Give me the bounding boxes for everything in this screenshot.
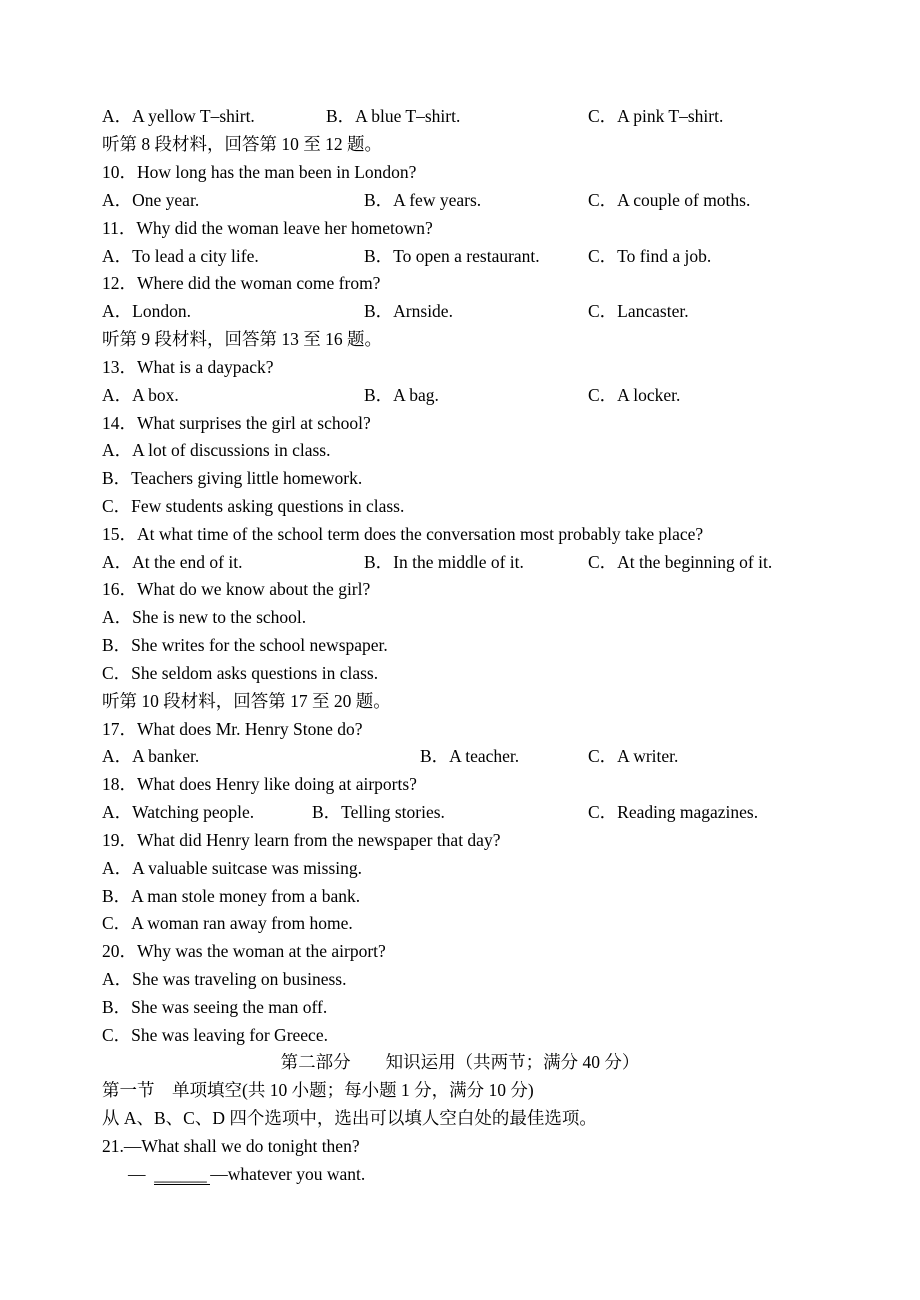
q9-option-b: B．A blue T–shirt. bbox=[326, 106, 461, 126]
part-2-title: 第二部分 知识运用（共两节；满分 40 分） bbox=[280, 1052, 640, 1072]
q21-reply-text: —whatever you want. bbox=[210, 1164, 366, 1184]
q11-stem: 11．Why did the woman leave her hometown? bbox=[102, 218, 433, 238]
q12-stem: 12．Where did the woman come from? bbox=[102, 273, 381, 293]
section-10-header: 听第 10 段材料，回答第 17 至 20 题。 bbox=[102, 691, 391, 711]
q17-stem: 17．What does Mr. Henry Stone do? bbox=[102, 719, 363, 739]
q13-stem: 13．What is a daypack? bbox=[102, 357, 274, 377]
part-2-section-1-heading: 第一节 单项填空(共 10 小题；每小题 1 分，满分 10 分) bbox=[102, 1080, 534, 1100]
q13-option-c: C．A locker. bbox=[588, 385, 681, 405]
q16-option-c: C．She seldom asks questions in class. bbox=[102, 663, 379, 683]
q15-options bbox=[102, 548, 822, 576]
q20-stem: 20．Why was the woman at the airport? bbox=[102, 941, 386, 961]
q17-options bbox=[102, 742, 822, 770]
q13-option-b: B．A bag. bbox=[364, 385, 439, 405]
q15-option-c: C．At the beginning of it. bbox=[588, 552, 773, 572]
q9-option-a: A．A yellow T–shirt. bbox=[102, 106, 255, 126]
q12-options bbox=[102, 297, 822, 325]
q11-option-a: A．To lead a city life. bbox=[102, 246, 259, 266]
q10-option-c: C．A couple of moths. bbox=[588, 190, 751, 210]
q14-stem: 14．What surprises the girl at school? bbox=[102, 413, 371, 433]
q9-options bbox=[102, 102, 822, 130]
q18-option-c: C．Reading magazines. bbox=[588, 802, 759, 822]
q16-option-b: B．She writes for the school newspaper. bbox=[102, 635, 388, 655]
q18-options bbox=[102, 798, 822, 826]
q12-option-b: B．Arnside. bbox=[364, 301, 453, 321]
q21-reply-dash: — bbox=[128, 1164, 146, 1184]
q12-option-a: A．London. bbox=[102, 301, 191, 321]
q14-option-a: A．A lot of discussions in class. bbox=[102, 440, 331, 460]
q16-option-a: A．She is new to the school. bbox=[102, 607, 307, 627]
q19-stem: 19．What did Henry learn from the newspaper that day? bbox=[102, 830, 501, 850]
q10-option-b: B．A few years. bbox=[364, 190, 482, 210]
q9-option-c: C．A pink T–shirt. bbox=[588, 106, 724, 126]
q11-options bbox=[102, 242, 822, 270]
q20-option-b: B．She was seeing the man off. bbox=[102, 997, 328, 1017]
q14-option-b: B．Teachers giving little homework. bbox=[102, 468, 363, 488]
q13-options bbox=[102, 381, 822, 409]
q17-option-a: A．A banker. bbox=[102, 746, 200, 766]
q17-option-c: C．A writer. bbox=[588, 746, 679, 766]
q11-option-c: C．To find a job. bbox=[588, 246, 712, 266]
section-8-header: 听第 8 段材料，回答第 10 至 12 题。 bbox=[102, 134, 382, 154]
q20-option-c: C．She was leaving for Greece. bbox=[102, 1025, 328, 1045]
q15-option-a: A．At the end of it. bbox=[102, 552, 243, 572]
q16-stem: 16．What do we know about the girl? bbox=[102, 579, 371, 599]
q13-option-a: A．A box. bbox=[102, 385, 179, 405]
q15-option-b: B．In the middle of it. bbox=[364, 552, 524, 572]
q19-option-a: A．A valuable suitcase was missing. bbox=[102, 858, 363, 878]
section-9-header: 听第 9 段材料，回答第 13 至 16 题。 bbox=[102, 329, 382, 349]
part-2-instruction: 从 A、B、C、D 四个选项中，选出可以填人空白处的最佳选项。 bbox=[102, 1108, 597, 1128]
q10-options bbox=[102, 186, 822, 214]
q19-option-b: B．A man stole money from a bank. bbox=[102, 886, 361, 906]
q19-option-c: C．A woman ran away from home. bbox=[102, 913, 353, 933]
q15-stem: 15．At what time of the school term does the conversation most probably take place? bbox=[102, 524, 704, 544]
q17-option-b: B．A teacher. bbox=[420, 746, 520, 766]
q18-stem: 18．What does Henry like doing at airports? bbox=[102, 774, 417, 794]
q11-option-b: B．To open a restaurant. bbox=[364, 246, 540, 266]
q21-stem: 21.—What shall we do tonight then? bbox=[102, 1136, 360, 1156]
q12-option-c: C．Lancaster. bbox=[588, 301, 689, 321]
q18-option-b: B．Telling stories. bbox=[312, 802, 445, 822]
q21-answer-blank: ______ bbox=[154, 1164, 210, 1185]
q10-stem: 10．How long has the man been in London? bbox=[102, 162, 417, 182]
q10-option-a: A．One year. bbox=[102, 190, 200, 210]
q20-option-a: A．She was traveling on business. bbox=[102, 969, 347, 989]
q18-option-a: A．Watching people. bbox=[102, 802, 255, 822]
q14-option-c: C．Few students asking questions in class. bbox=[102, 496, 405, 516]
q21-reply bbox=[128, 1160, 848, 1188]
